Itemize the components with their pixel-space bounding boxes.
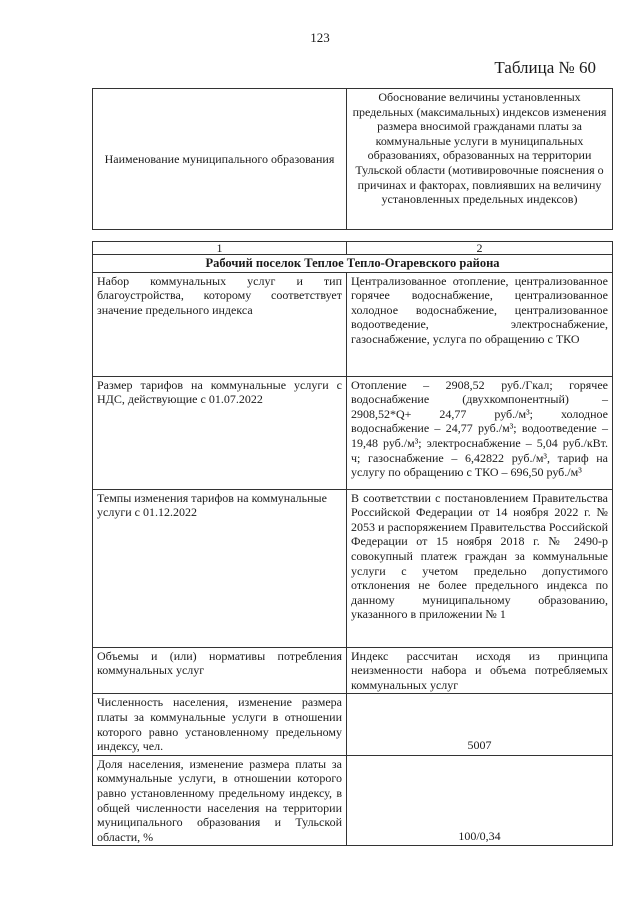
table-row [93, 489, 613, 647]
page-number: 123 [310, 30, 330, 45]
row-value: В соответствии с постановлением Правительства Российской Федерации от 14 ноября 2022 г. № 2053 и распоряжением Правительства Российской Федерации от 15 ноября 2018 г. № 2490-р совокупный платеж граждан за коммунальные услуги с учетом предельно допустимого отклонения не более предельного индекса по данному муниципальному образованию, указанного в приложении № 1 [347, 489, 613, 647]
column-number-row [93, 242, 613, 255]
section-row [93, 255, 613, 273]
table-title: Таблица № 60 [494, 58, 596, 77]
table-row [93, 694, 613, 755]
data-table [92, 241, 613, 846]
column-number: 1 [93, 242, 347, 255]
row-value: Отопление – 2908,52 руб./Гкал; горячее водоснабжение (двухкомпонентный) – 2908,52*Q+ 24,77 руб./м³; холодное водоснабжение – 24,77 руб./м³; водоотведение – 19,48 руб./м³; электроснабжение – 5,04 руб./кВт. ч; газоснабжение – 6,42822 руб./м³, тариф на услугу по обращению с ТКО – 696,50 руб./м³ [347, 376, 613, 489]
row-value: 5007 [347, 694, 613, 755]
row-label: Численность населения, изменение размера платы за коммунальные услуги в отношении которого равно установленному предельному индексу, чел. [93, 694, 347, 755]
row-value: Централизованное отопление, централизованное горячее водоснабжение, централизованное холодное водоснабжение, централизованное водоотведение, электроснабжение, газоснабжение, услуга по обращению с ТКО [347, 272, 613, 376]
row-label: Набор коммунальных услуг и тип благоустройства, которому соответствует значение предельного индекса [93, 272, 347, 376]
row-label: Размер тарифов на коммунальные услуги с НДС, действующие с 01.07.2022 [93, 376, 347, 489]
row-label: Темпы изменения тарифов на коммунальные услуги с 01.12.2022 [93, 489, 347, 647]
header-row [93, 89, 613, 230]
header-table [92, 88, 613, 230]
column-number: 2 [347, 242, 613, 255]
header-col2: Обоснование величины установленных предельных (максимальных) индексов изменения размера вносимой гражданами платы за коммунальные услуги в муниципальных образованиях, образованных на территории Тульской области (мотивировочные пояснения о причинах и факторах, повлиявших на величину установленных предельных индексов) [347, 89, 613, 230]
row-label: Объемы и (или) нормативы потребления коммунальных услуг [93, 647, 347, 694]
table-row [93, 376, 613, 489]
table-row [93, 647, 613, 694]
row-value: Индекс рассчитан исходя из принципа неизменности набора и объема потребляемых коммунальных услуг [347, 647, 613, 694]
row-value: 100/0,34 [347, 755, 613, 846]
row-label: Доля населения, изменение размера платы за коммунальные услуги, в отношении которого равно установленному предельному индексу, в общей численности населения на территории муниципального образования и Тульской области, % [93, 755, 347, 846]
table-row [93, 755, 613, 846]
header-col1: Наименование муниципального образования [93, 89, 347, 230]
table-row [93, 272, 613, 376]
section-title: Рабочий поселок Теплое Тепло-Огаревского района [93, 255, 613, 273]
